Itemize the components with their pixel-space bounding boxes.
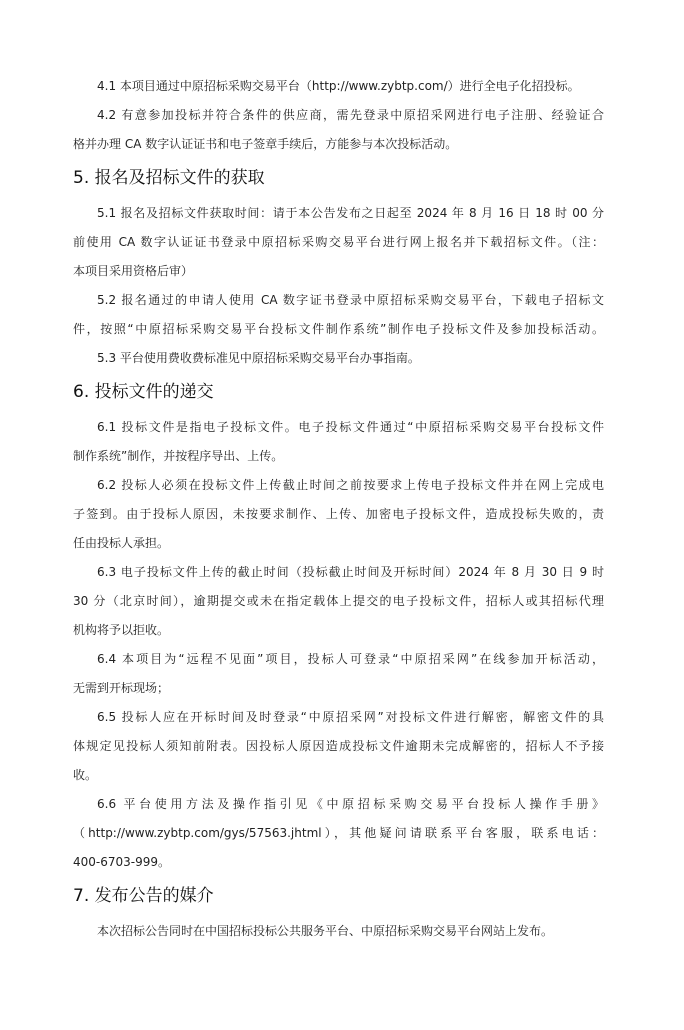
paragraph-6-6-cont [73, 819, 604, 877]
text-line: 5.3 平台使用费收费标准见中原招标采购交易平台办事指南。 [97, 351, 420, 365]
paragraph-6-2 [73, 471, 604, 500]
text-line: 4.2 有意参加投标并符合条件的供应商，需先登录中原招采网进行电子注册、经验证合 [97, 108, 604, 122]
paragraph-6-6 [73, 790, 604, 819]
text-line: 无需到开标现场； [73, 681, 170, 695]
text-line: 制作系统”制作，并按程序导出、上传。 [73, 449, 284, 463]
text-line: 体规定见投标人须知前附表。因投标人原因造成投标文件逾期未完成解密的，招标人不予接 [73, 739, 604, 753]
text-line: 任由投标人承担。 [73, 536, 170, 550]
section-heading-6: 6. 投标文件的递交 [73, 382, 214, 402]
paragraph-5-2 [73, 286, 604, 315]
text-line: 收。 [73, 768, 98, 782]
text-line: 格并办理 CA 数字认证证书和电子签章手续后，方能参与本次投标活动。 [73, 137, 458, 151]
paragraph-6-1-cont [73, 442, 604, 471]
document-page [73, 72, 604, 946]
text-line: 6.1 投标文件是指电子投标文件。电子投标文件通过“中原招标采购交易平台投标文件 [97, 420, 604, 434]
paragraph-6-4 [73, 645, 604, 674]
paragraph-5-1-cont [73, 228, 604, 286]
text-line: 400-6703-999。 [73, 855, 171, 869]
text-line: 6.2 投标人必须在投标文件上传截止时间之前按要求上传电子投标文件并在网上完成电 [97, 478, 604, 492]
text-line: 4.1 本项目通过中原招标采购交易平台（http://www.zybtp.com/）进行全电子化招投标。 [97, 79, 580, 93]
paragraph-6-3-cont [73, 587, 604, 645]
text-line: 6.5 投标人应在开标时间及时登录“中原招采网”对投标文件进行解密，解密文件的具 [97, 710, 604, 724]
text-line: 前使用 CA 数字认证证书登录中原招标采购交易平台进行网上报名并下载招标文件。（注： [73, 235, 604, 249]
text-line: 本次招标公告同时在中国招标投标公共服务平台、中原招标采购交易平台网站上发布。 [97, 924, 554, 938]
text-line: 本项目采用资格后审） [73, 264, 194, 278]
text-line: 6.6 平台使用方法及操作指引见《中原招标采购交易平台投标人操作手册》 [97, 797, 604, 811]
text-line: 6.4 本项目为“远程不见面”项目，投标人可登录“中原招采网”在线参加开标活动， [97, 652, 604, 666]
text-line: 件，按照“中原招标采购交易平台投标文件制作系统”制作电子投标文件及参加投标活动。 [73, 322, 604, 336]
section-heading-5: 5. 报名及招标文件的获取 [73, 168, 265, 188]
paragraph-6-5-cont [73, 732, 604, 790]
paragraph-6-3 [73, 558, 604, 587]
paragraph-6-2-cont [73, 500, 604, 558]
paragraph-7 [73, 917, 604, 946]
paragraph-4-1 [73, 72, 604, 101]
text-line: 30 分（北京时间），逾期提交或未在指定载体上提交的电子投标文件，招标人或其招标代理 [73, 594, 604, 608]
text-line: 6.3 电子投标文件上传的截止时间（投标截止时间及开标时间）2024 年 8 月 30 日 9 时 [97, 565, 604, 579]
text-line: 5.2 报名通过的申请人使用 CA 数字证书登录中原招标采购交易平台，下载电子招标文 [97, 293, 604, 307]
paragraph-5-1 [73, 199, 604, 228]
paragraph-5-3 [73, 344, 604, 373]
paragraph-5-2-cont [73, 315, 604, 344]
text-line: 5.1 报名及招标文件获取时间：请于本公告发布之日起至 2024 年 8 月 16 日 18 时 00 分 [97, 206, 604, 220]
section-heading-7: 7. 发布公告的媒介 [73, 886, 214, 906]
paragraph-6-5 [73, 703, 604, 732]
paragraph-4-2 [73, 101, 604, 130]
paragraph-6-1 [73, 413, 604, 442]
text-line: 机构将予以拒收。 [73, 623, 170, 637]
paragraph-6-4-cont [73, 674, 604, 703]
text-line: （http://www.zybtp.com/gys/57563.jhtml），其他疑问请联系平台客服，联系电话： [73, 826, 604, 840]
paragraph-4-2-cont [73, 130, 604, 159]
text-line: 子签到。由于投标人原因，未按要求制作、上传、加密电子投标文件，造成投标失败的，责 [73, 507, 604, 521]
